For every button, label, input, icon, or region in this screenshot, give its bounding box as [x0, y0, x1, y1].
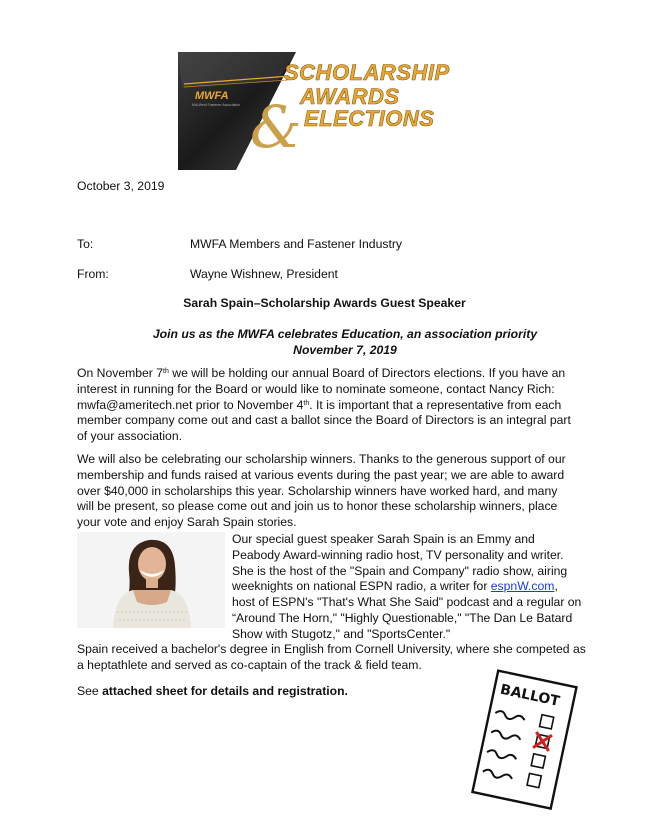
details-note: See attached sheet for details and registration. — [77, 684, 348, 698]
speaker-bio: Our special guest speaker Sarah Spain is an Emmy and Peabody Award-winning radio host, TV personality and writer. She is the host of the "Spain and Company" radio show, airing weeknights on national ESPN radio, a writer for espnW.com, host of ESPN's "That's What She Said" podcast and a regular on “Around The Horn," "Highly Questionable," "The Dan Le Batard Show with Stugotz," and "SportsCenter." — [232, 532, 582, 641]
banner-scholarship: SCHOLARSHIP — [284, 60, 450, 85]
letter-date: October 3, 2019 — [77, 179, 165, 193]
banner-elections: ELECTIONS — [304, 106, 435, 131]
to-label: To: — [77, 237, 94, 251]
scholarship-paragraph: We will also be celebrating our scholarship winners. Thanks to the generous support of our membership and funds raised at various events during the past year; we are able to award over $40,000 in scholarships this year. Scholarship winners have worked hard, and many will be present, so please come out and join us to honor these scholarship winners, place your vote and enjoy Sarah Spain stories. — [77, 452, 566, 530]
mwfa-logo-subtitle: Mid-West Fastener Association — [192, 103, 241, 107]
mwfa-logo: MWFA — [195, 90, 229, 102]
ampersand: & — [250, 93, 302, 161]
espnw-link[interactable]: espnW.com — [490, 579, 555, 594]
to-value: MWFA Members and Fastener Industry — [190, 237, 403, 251]
ballot-icon — [470, 668, 582, 816]
from-label: From: — [77, 267, 109, 281]
education-paragraph: Spain received a bachelor's degree in English from Cornell University, where she competed as a heptathlete and served as co-captain of the track & field team. — [77, 642, 586, 672]
subheading-line2: November 7, 2019 — [293, 343, 397, 357]
event-subheading — [100, 326, 590, 358]
elections-paragraph: On November 7th we will be holding our annual Board of Directors elections. If you have an interest in running for the Board or would like to nominate someone, contact Nancy Rich: mwfa@ameritech.net prior to November 4th. It is important that a representative from each member company come out and cast a ballot since the Board of Directors is an integral part of your association. — [77, 366, 571, 444]
speaker-photo — [77, 532, 225, 628]
scholarship-banner — [178, 52, 468, 172]
banner-awards: AWARDS — [300, 84, 400, 109]
page-heading: Sarah Spain–Scholarship Awards Guest Speaker — [183, 296, 466, 310]
subheading-line1: Join us as the MWFA celebrates Education, an association priority — [152, 327, 538, 341]
from-value: Wayne Wishnew, President — [190, 267, 338, 281]
ballot-label: BALLOT — [498, 681, 562, 710]
